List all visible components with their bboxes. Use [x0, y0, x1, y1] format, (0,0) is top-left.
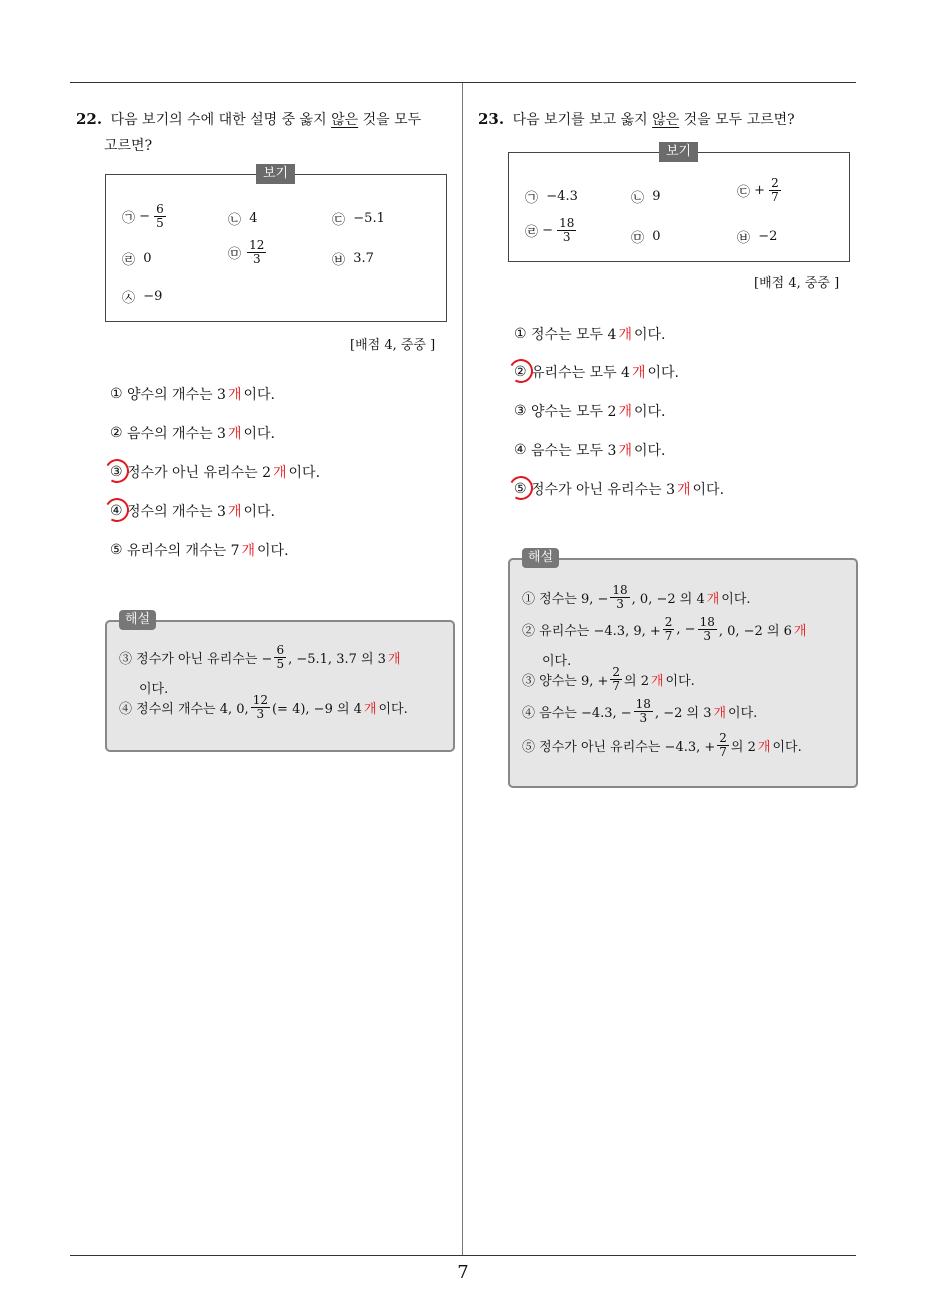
choice-unit: 개: [631, 365, 646, 381]
q22-sol-line-1: [119, 644, 403, 671]
q22-text-c: 고르면?: [104, 138, 153, 154]
q22-choice-4[interactable]: [110, 501, 275, 521]
fraction: [557, 217, 576, 244]
fraction: [154, 203, 166, 230]
choice-end: 이다.: [243, 426, 275, 442]
q23-sol-line-5: [522, 698, 757, 725]
denominator: 3: [703, 629, 712, 643]
fraction: [247, 239, 266, 266]
choice-text: 정수가 아닌 유리수는 3: [531, 482, 675, 498]
item-mark: ㉢: [332, 213, 346, 228]
q22-item-c: [332, 209, 385, 228]
choice-unit: 개: [273, 465, 287, 481]
numerator: 18: [559, 216, 575, 230]
sol-text: ③ 정수가 아닌 유리수는 −: [119, 652, 273, 667]
choice-end: 이다.: [633, 404, 666, 420]
choice-num-text: ④: [110, 503, 123, 519]
sol-text: 의 2: [624, 674, 649, 689]
top-rule: [70, 82, 856, 83]
choice-unit: 개: [227, 426, 242, 442]
item-mark: ㉦: [122, 291, 136, 306]
q22-bogi-label: 보기: [256, 164, 295, 184]
q22-item-e: [228, 239, 268, 266]
q22-solution-box: [105, 612, 455, 752]
choice-num-text: ①: [110, 386, 123, 402]
q22-text-a: 다음 보기의 수에 대한 설명 중 옳지: [110, 112, 327, 128]
item-value: −9: [143, 289, 163, 304]
q22-bogi-box: [105, 166, 447, 322]
sol-text: ④ 음수는 −4.3, −: [522, 706, 632, 721]
choice-end: 이다.: [633, 327, 666, 343]
choice-text: 유리수의 개수는 7: [127, 543, 240, 559]
denominator: 5: [156, 216, 164, 230]
item-mark: ㉠: [525, 191, 539, 206]
item-sign: −: [139, 209, 151, 224]
q22-choice-2[interactable]: [110, 423, 275, 443]
choice-number: [514, 403, 527, 419]
q23-item-f: [737, 227, 777, 246]
choice-number: [110, 386, 123, 402]
choice-end: 이다.: [692, 482, 725, 498]
item-value: −2: [758, 229, 778, 244]
q23-choice-4[interactable]: [514, 440, 665, 460]
q23-item-a: [525, 187, 578, 206]
item-value: 9: [652, 189, 661, 204]
fraction: [610, 584, 629, 611]
sol-unit: 개: [387, 652, 401, 667]
denominator: 3: [639, 711, 648, 725]
q23-score: [배점 4, 중중 ]: [754, 276, 840, 291]
denominator: 3: [252, 252, 261, 266]
item-value: 0: [143, 251, 152, 266]
choice-number: [110, 542, 123, 558]
q23-choice-2[interactable]: [514, 362, 679, 382]
item-mark: ㉥: [737, 231, 751, 246]
denominator: 3: [256, 707, 265, 721]
sol-unit: 개: [363, 702, 377, 717]
q23-item-e: [631, 227, 661, 246]
choice-text: 양수의 개수는 3: [127, 387, 226, 403]
denominator: 7: [664, 629, 673, 643]
fraction: [610, 666, 622, 693]
choice-number: [514, 442, 527, 458]
q23-sol-line-2: [522, 616, 808, 643]
column-divider: [462, 83, 463, 1255]
q22-item-f: [332, 249, 374, 268]
choice-text: 음수의 개수는 3: [127, 426, 226, 442]
item-mark: ㉥: [332, 253, 346, 268]
numerator: 2: [771, 176, 779, 190]
fraction: [251, 694, 270, 721]
choice-num-text: ⑤: [514, 481, 527, 497]
item-mark: ㉣: [525, 225, 539, 240]
fraction: [663, 616, 675, 643]
numerator: 2: [719, 731, 727, 745]
q22-sol-line-2: 이다.: [139, 682, 169, 697]
sol-unit: 개: [706, 592, 720, 607]
choice-end: 이다.: [243, 387, 275, 403]
page-number: 7: [457, 1262, 469, 1283]
q23-text-a: 다음 보기를 보고 옳지: [512, 112, 648, 128]
q22-choice-3[interactable]: [110, 462, 320, 482]
fraction: [769, 177, 781, 204]
denominator: 5: [276, 657, 285, 671]
q23-choice-5[interactable]: [514, 479, 724, 499]
choice-end: 이다.: [243, 504, 275, 520]
choice-end: 이다.: [647, 365, 679, 381]
choice-text: 정수는 모두 4: [531, 327, 617, 343]
numerator: 18: [699, 615, 715, 629]
sol-text: 이다.: [721, 592, 751, 607]
sol-text: , 0, −2 의 6: [718, 624, 792, 639]
denominator: 3: [616, 597, 624, 611]
numerator: 6: [276, 643, 285, 657]
numerator: 12: [252, 693, 268, 707]
item-mark: ㉠: [122, 211, 136, 226]
choice-number: [514, 481, 527, 497]
q23-sol-line-1: [522, 584, 751, 611]
item-sign: −: [542, 223, 554, 238]
item-value: 4: [249, 211, 258, 226]
q22-score: [배점 4, 중중 ]: [350, 338, 436, 353]
sol-unit: 개: [757, 740, 771, 755]
q22-item-d: [122, 249, 152, 268]
sol-text: 이다.: [378, 702, 408, 717]
q23-text-underline: 않은: [652, 112, 680, 128]
q22-item-a: [122, 203, 168, 230]
item-value: 3.7: [353, 251, 374, 266]
fraction: [274, 644, 286, 671]
q23-choice-1[interactable]: [514, 324, 665, 344]
sol-text: ⑤ 정수가 아닌 유리수는 −4.3, +: [522, 740, 716, 755]
sol-text: 이다.: [772, 740, 802, 755]
numerator: 12: [249, 238, 265, 252]
sol-unit: 개: [713, 706, 727, 721]
choice-number: [514, 326, 527, 342]
q23-sol-line-3: 이다.: [542, 654, 572, 669]
q23-solution-box: [508, 550, 858, 788]
choice-number: [110, 464, 123, 480]
q23-text-b: 것을 모두 고르면?: [683, 112, 795, 128]
denominator: 3: [562, 230, 571, 244]
choice-text: 유리수는 모두 4: [531, 365, 630, 381]
choice-number: [110, 503, 123, 519]
q22-choice-1[interactable]: [110, 384, 275, 404]
q23-question: [478, 106, 858, 133]
item-mark: ㉤: [631, 231, 645, 246]
choice-num-text: ⑤: [110, 542, 123, 558]
choice-unit: 개: [618, 404, 632, 420]
q23-item-b: [631, 187, 661, 206]
choice-num-text: ④: [514, 442, 527, 458]
q22-text-underline: 않은: [331, 112, 359, 128]
item-sign: +: [754, 183, 766, 198]
numerator: 2: [664, 615, 673, 629]
sol-text: , −: [676, 622, 696, 637]
sol-text: ② 유리수는 −4.3, 9, +: [522, 624, 661, 639]
sol-text: (= 4), −9 의 4: [271, 702, 362, 717]
q22-choice-5[interactable]: [110, 540, 289, 560]
numerator: 2: [612, 665, 621, 679]
sol-text: 의 2: [730, 740, 756, 755]
item-value: −4.3: [546, 189, 578, 204]
q22-text-b: 것을 모두: [362, 112, 422, 128]
choice-text: 양수는 모두 2: [531, 404, 617, 420]
sol-text: ③ 양수는 9, +: [522, 674, 609, 689]
sol-unit: 개: [650, 674, 664, 689]
fraction: [717, 732, 729, 759]
sol-text: , 0, −2 의 4: [631, 592, 705, 607]
q22-solution-label: 해설: [119, 610, 156, 630]
choice-unit: 개: [618, 443, 632, 459]
choice-text: 정수가 아닌 유리수는 2: [127, 465, 271, 481]
sol-text: ④ 정수의 개수는 4, 0,: [119, 702, 249, 717]
q22-item-b: [228, 209, 258, 228]
choice-end: 이다.: [633, 443, 666, 459]
choice-unit: 개: [677, 482, 691, 498]
sol-unit: 개: [793, 624, 807, 639]
denominator: 7: [719, 745, 727, 759]
q23-bogi-box: [508, 144, 850, 262]
numerator: 18: [635, 697, 651, 711]
q22-number: 22.: [76, 110, 103, 128]
choice-text: 음수는 모두 3: [531, 443, 617, 459]
item-mark: ㉢: [737, 185, 751, 200]
q23-choice-3[interactable]: [514, 401, 665, 421]
choice-unit: 개: [241, 543, 256, 559]
q22-item-g: [122, 287, 162, 306]
q23-item-d: [525, 217, 578, 244]
choice-end: 이다.: [288, 465, 321, 481]
sol-text: , −2 의 3: [654, 706, 712, 721]
choice-num-text: ③: [110, 464, 123, 480]
sol-text: ① 정수는 9, −: [522, 592, 609, 607]
bottom-rule: [70, 1255, 856, 1256]
item-value: −5.1: [353, 211, 385, 226]
choice-num-text: ②: [514, 364, 527, 380]
sol-text: 이다.: [665, 674, 695, 689]
item-mark: ㉤: [228, 247, 242, 262]
q22-sol-line-3: [119, 694, 408, 721]
fraction: [634, 698, 653, 725]
numerator: 6: [156, 202, 164, 216]
item-mark: ㉣: [122, 253, 136, 268]
choice-end: 이다.: [257, 543, 289, 559]
choice-unit: 개: [227, 387, 242, 403]
choice-num-text: ③: [514, 403, 527, 419]
numerator: 18: [612, 583, 628, 597]
item-mark: ㉡: [631, 191, 645, 206]
q23-item-c: [737, 177, 783, 204]
choice-num-text: ②: [110, 425, 123, 441]
q23-solution-label: 해설: [522, 548, 559, 568]
denominator: 7: [612, 679, 621, 693]
denominator: 7: [771, 190, 779, 204]
choice-text: 정수의 개수는 3: [127, 504, 226, 520]
choice-number: [514, 364, 527, 380]
q23-bogi-label: 보기: [659, 142, 698, 162]
q23-sol-line-6: [522, 732, 802, 759]
q23-sol-line-4: [522, 666, 695, 693]
fraction: [698, 616, 717, 643]
sol-text: 이다.: [728, 706, 758, 721]
item-mark: ㉡: [228, 213, 242, 228]
item-value: 0: [652, 229, 661, 244]
q23-number: 23.: [478, 110, 505, 128]
choice-number: [110, 425, 123, 441]
q22-question: [76, 106, 456, 159]
choice-unit: 개: [227, 504, 242, 520]
choice-num-text: ①: [514, 326, 527, 342]
choice-unit: 개: [618, 327, 632, 343]
sol-text: , −5.1, 3.7 의 3: [288, 652, 386, 667]
